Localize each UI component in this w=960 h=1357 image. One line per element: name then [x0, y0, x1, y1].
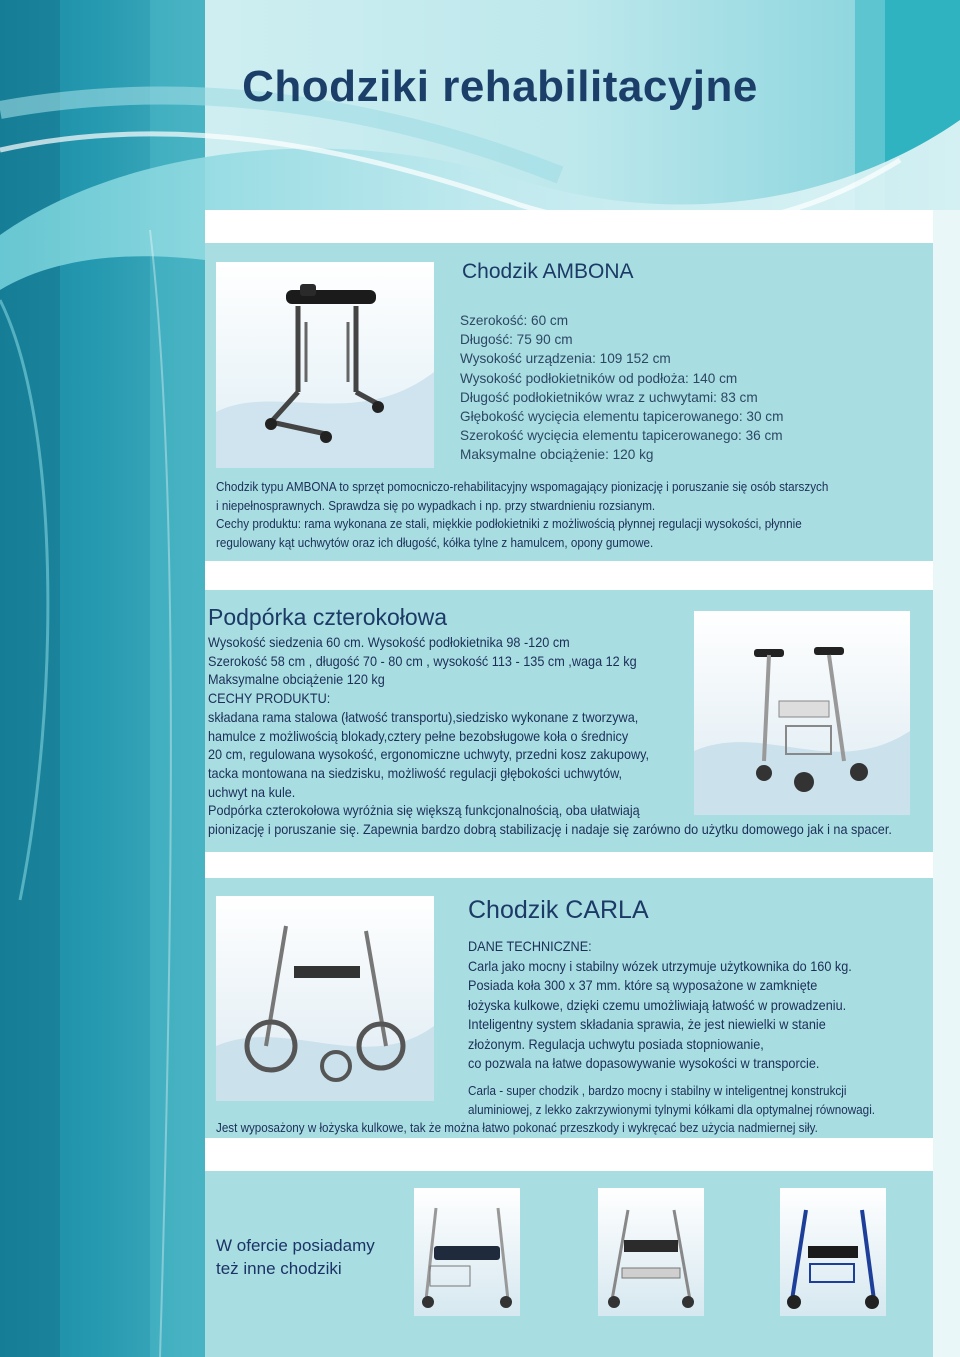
- description-line: i niepełnosprawnych. Sprawdza się po wypadkach i np. przy stwardnieniu rozsianym.: [216, 497, 656, 513]
- spec-line: Długość: 75 90 cm: [460, 332, 573, 348]
- spec-line: Wysokość podłokietników od podłoża: 140 cm: [460, 370, 738, 386]
- carla-description: [468, 1081, 875, 1119]
- text-line: Carla jako mocny i stabilny wózek utrzymuje użytkownika do 160 kg.: [468, 957, 852, 974]
- offer-line: też inne chodziki: [216, 1259, 342, 1278]
- spec-line: Szerokość: 60 cm: [460, 313, 569, 328]
- description-line: Chodzik typu AMBONA to sprzęt pomocniczo-rehabilitacyjny wspomagający pionizację i poruszanie się osób starszych: [216, 479, 829, 494]
- text-line: DANE TECHNICZNE:: [468, 938, 592, 954]
- offer-line: W ofercie posiadamy: [216, 1236, 375, 1255]
- text-line: 20 cm, regulowana wysokość, ergonomiczne uchwyty, przedni kosz zakupowy,: [208, 746, 650, 763]
- spec-line: Głębokość wycięcia elementu tapicerowanego: 30 cm: [460, 409, 784, 425]
- text-line: Podpórka czterokołowa wyróżnia się większą funkcjonalnością, oba ułatwiają: [208, 802, 640, 819]
- text-line: łożyska kulkowe, dzięki czemu umożliwiają łatwość w prowadzeniu.: [468, 996, 847, 1013]
- rollator-black-basket-photo: [414, 1188, 520, 1316]
- spec-line: Długość podłokietników wraz z uchwytami: 83 cm: [460, 389, 758, 405]
- text-line: tacka montowana na siedzisku, możliwość regulacji głębokości uchwytów,: [208, 764, 623, 781]
- carla-walker-photo: [216, 896, 434, 1101]
- text-line: złożonym. Regulacja uchwytu posiada stopniowanie,: [468, 1035, 764, 1052]
- text-line: Posiada koła 300 x 37 mm. które są wyposażone w zamknięte: [468, 977, 818, 993]
- description-line: regulowany kąt uchwytów oraz ich długość, kółka tylne z hamulcem, opony gumowe.: [216, 534, 654, 550]
- ambona-description: [216, 478, 828, 552]
- text-line: Inteligentny system składania sprawia, że jest niewielki w stanie: [468, 1016, 826, 1032]
- description-line: Carla - super chodzik , bardzo mocny i stabilny w inteligentnej konstrukcji: [468, 1083, 847, 1098]
- ambona-specs: [460, 311, 783, 465]
- rollator-blue-photo: [780, 1188, 886, 1316]
- carla-specs: [468, 937, 852, 1074]
- text-line: Szerokość 58 cm , długość 70 - 80 cm , wysokość 113 - 135 cm ,waga 12 kg: [208, 652, 637, 669]
- text-line: składana rama stalowa (łatwość transportu),siedzisko wykonane z tworzywa,: [208, 708, 639, 725]
- text-line: pionizację i poruszanie się. Zapewnia bardzo dobrą stabilizację i nadaje się zarówno do użytku domowego jak i na spacer.: [208, 821, 892, 838]
- carla-description-last: [216, 1118, 818, 1137]
- offer-text: [216, 1234, 375, 1280]
- description-line: Jest wyposażony w łożyska kulkowe, tak że można łatwo pokonać przeszkody i wykręcać bez użycia nadmiernej siły.: [216, 1120, 818, 1135]
- ambona-walker-photo: [216, 262, 434, 468]
- text-line: Maksymalne obciążenie 120 kg: [208, 671, 385, 688]
- rollator-tray-photo: [598, 1188, 704, 1316]
- description-line: aluminiowej, z lekko zakrzywionymi tylnymi kółkami dla optymalnej równowagi.: [468, 1102, 876, 1117]
- podporka-title: Podpórka czterokołowa: [208, 604, 448, 630]
- carla-title: Chodzik CARLA: [468, 896, 649, 924]
- text-line: co pozwala na łatwe dopasowywanie wysokości w transporcie.: [468, 1055, 820, 1071]
- spec-line: Szerokość wycięcia elementu tapicerowanego: 36 cm: [460, 428, 783, 444]
- podporka-text: [208, 633, 892, 839]
- text-line: Wysokość siedzenia 60 cm. Wysokość podłokietnika 98 -120 cm: [208, 634, 570, 650]
- ambona-title: Chodzik AMBONA: [462, 260, 634, 283]
- text-line: hamulce z możliwością blokady,cztery pełne bezobsługowe koła o średnicy: [208, 727, 629, 744]
- text-line: CECHY PRODUKTU:: [208, 690, 331, 707]
- text-line: uchwyt na kule.: [208, 783, 296, 800]
- spec-line: Wysokość urządzenia: 109 152 cm: [460, 351, 671, 367]
- description-line: Cechy produktu: rama wykonana ze stali, miękkie podłokietniki z możliwością płynnej regulacji wysokości, płynnie: [216, 516, 802, 531]
- spec-line: Maksymalne obciążenie: 120 kg: [460, 447, 654, 463]
- page-title: Chodziki rehabilitacyjne: [242, 62, 758, 111]
